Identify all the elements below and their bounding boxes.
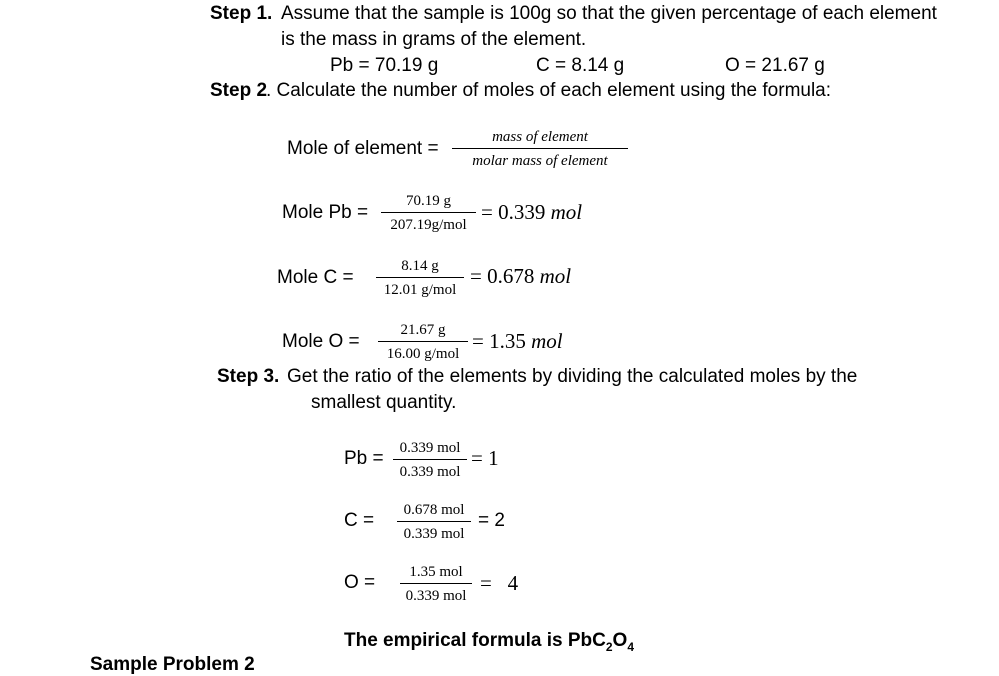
calc-c-lhs: Mole C =: [277, 267, 354, 288]
ratio-o-fraction: [400, 563, 472, 605]
calc-pb-numerator: 70.19 g: [381, 192, 476, 213]
formula-denominator: molar mass of element: [472, 153, 608, 169]
ratio-pb-result: = 1: [471, 446, 499, 470]
ratio-pb-fraction: [393, 439, 467, 481]
calc-o-denominator: 16.00 g/mol: [386, 346, 460, 362]
ratio-c-denominator: 0.339 mol: [403, 526, 465, 542]
ratio-o-denominator: 0.339 mol: [405, 588, 467, 604]
calc-c-fraction: [376, 257, 464, 299]
calc-c-result-value: = 0.678: [470, 264, 540, 288]
calc-c-result-unit: mol: [539, 264, 572, 288]
mass-pb: Pb = 70.19 g: [330, 55, 439, 76]
step1-line1: Assume that the sample is 100g so that the given percentage of each element: [281, 3, 937, 24]
calc-pb-fraction: [381, 192, 476, 234]
ratio-c-fraction: [397, 501, 471, 543]
calc-c-result: [470, 265, 571, 287]
ratio-o-lhs: O =: [344, 572, 376, 593]
formula-fraction: [452, 128, 628, 170]
calc-pb-lhs: Mole Pb =: [282, 202, 369, 223]
ratio-pb-denominator: 0.339 mol: [399, 464, 461, 480]
calc-o-fraction: [378, 321, 468, 363]
calc-o-result-unit: mol: [531, 329, 563, 353]
ratio-c-numerator: 0.678 mol: [397, 501, 471, 522]
calc-pb-denominator: 207.19g/mol: [390, 217, 467, 233]
calc-pb-result: [481, 201, 582, 223]
step1-line2: is the mass in grams of the element.: [281, 29, 587, 50]
calc-pb-result-unit: mol: [550, 200, 583, 224]
step3-label: Step 3.: [217, 366, 280, 387]
step2-label: Step 2: [210, 80, 268, 101]
mass-o: O = 21.67 g: [725, 55, 825, 76]
result-sub-carbon: 2: [605, 639, 613, 654]
formula-lhs: Mole of element =: [287, 138, 439, 159]
calc-c-denominator: 12.01 g/mol: [383, 282, 457, 298]
ratio-o-result: = 4: [480, 571, 519, 595]
ratio-o-numerator: 1.35 mol: [400, 563, 472, 584]
step2-text: . Calculate the number of moles of each element using the formula:: [266, 80, 832, 101]
calc-o-result-value: = 1.35: [472, 329, 532, 353]
result-oxygen: O: [612, 630, 628, 651]
step3-line2: smallest quantity.: [311, 392, 457, 413]
step1-label: Step 1.: [210, 3, 273, 24]
step3-line1: Get the ratio of the elements by dividing the calculated moles by the: [287, 366, 858, 387]
calc-o-result: [472, 330, 563, 352]
mass-c: C = 8.14 g: [536, 55, 625, 76]
formula-numerator: mass of element: [452, 128, 628, 149]
calc-c-numerator: 8.14 g: [376, 257, 464, 278]
ratio-c-lhs: C =: [344, 510, 375, 531]
result-sub-oxygen: 4: [627, 639, 634, 654]
ratio-pb-numerator: 0.339 mol: [393, 439, 467, 460]
calc-o-numerator: 21.67 g: [378, 321, 468, 342]
ratio-pb-lhs: Pb =: [344, 448, 384, 469]
result-prefix: The empirical formula is PbC: [344, 630, 606, 651]
empirical-formula-result: [344, 630, 634, 652]
calc-pb-result-value: = 0.339: [481, 200, 551, 224]
next-problem-heading: Sample Problem 2: [90, 654, 255, 675]
calc-o-lhs: Mole O =: [282, 331, 360, 352]
ratio-c-result: = 2: [478, 510, 505, 531]
